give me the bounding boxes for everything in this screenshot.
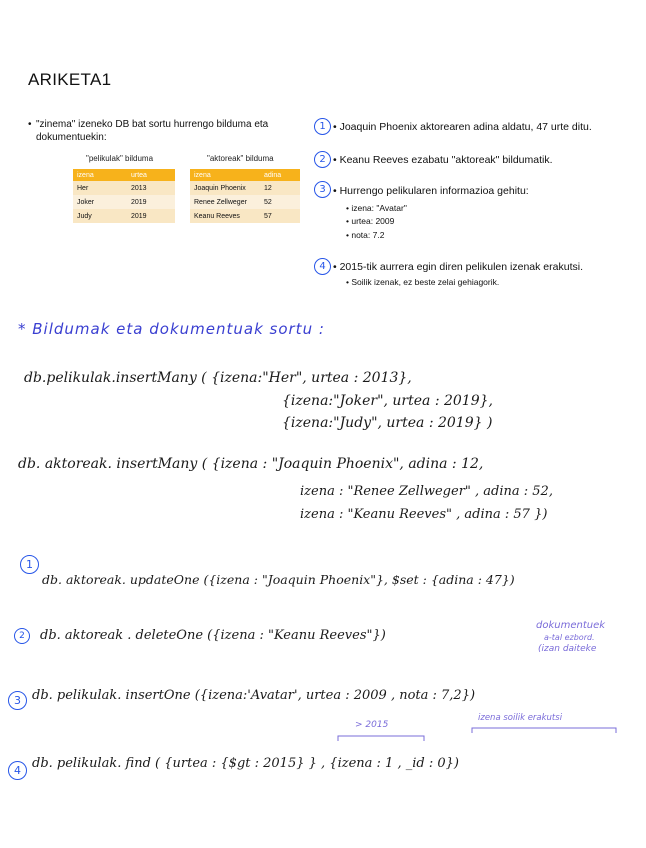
answer-number-3: 3 xyxy=(8,691,27,710)
table-header-row xyxy=(190,169,300,181)
task-3-text: • Hurrengo pelikularen informazioa gehitu: xyxy=(333,185,529,197)
annotation-bracket-izena xyxy=(470,726,620,734)
insert-pelikulak-line-2: {izena:"Joker", urtea : 2019}, xyxy=(282,393,493,409)
task-text: Keanu Reeves ezabatu "aktoreak" bildumatik. xyxy=(339,154,553,166)
table-cell: 57 xyxy=(260,209,300,223)
table-cell: 52 xyxy=(260,195,300,209)
table-row xyxy=(190,181,300,195)
notes-heading: * Bildumak eta dokumentuak sortu : xyxy=(18,320,325,338)
sub-text: urtea: 2009 xyxy=(351,216,395,226)
table-row xyxy=(73,181,175,195)
table-cell: Keanu Reeves xyxy=(190,209,260,223)
task-text: Hurrengo pelikularen informazioa gehitu: xyxy=(339,185,529,197)
table-row xyxy=(73,209,175,223)
sub-text: izena: "Avatar" xyxy=(351,203,407,213)
task-3-sub-1: • izena: "Avatar" xyxy=(346,203,407,213)
annotation-bracket-gt xyxy=(336,734,428,742)
answer-2-note-line-3: (izan daiteke xyxy=(538,644,597,654)
column-header: izena xyxy=(73,169,127,181)
table-cell: 2019 xyxy=(127,195,175,209)
insert-aktoreak-line-1: db. aktoreak. insertMany ( {izena : "Joaquin Phoenix", adina : 12, xyxy=(18,456,484,472)
table-row xyxy=(190,209,300,223)
table-row xyxy=(190,195,300,209)
insert-aktoreak-line-3: izena : "Keanu Reeves" , adina : 57 }) xyxy=(300,507,548,522)
task-number-3: 3 xyxy=(314,181,331,198)
table-cell: Renee Zellweger xyxy=(190,195,260,209)
table-cell: Joaquin Phoenix xyxy=(190,181,260,195)
intro-text: "zinema" izeneko DB bat sortu hurrengo bilduma eta dokumentuekin: xyxy=(36,119,269,143)
sub-text: nota: 7.2 xyxy=(351,230,385,240)
answer-number-1: 1 xyxy=(20,555,39,574)
column-header: izena xyxy=(190,169,260,181)
column-header: urtea xyxy=(127,169,175,181)
table-cell: Judy xyxy=(73,209,127,223)
table-cell: Joker xyxy=(73,195,127,209)
table-cell: Her xyxy=(73,181,127,195)
page-title: ARIKETA1 xyxy=(28,70,112,89)
answer-4: db. pelikulak. find ( {urtea : {$gt : 2015} } , {izena : 1 , _id : 0}) xyxy=(32,756,459,771)
aktoreak-table xyxy=(190,169,300,223)
task-2-text: • Keanu Reeves ezabatu "aktoreak" bildumatik. xyxy=(333,154,553,166)
task-4-text: • 2015-tik aurrera egin diren pelikulen izenak erakutsi. xyxy=(333,261,583,273)
pelikulak-table xyxy=(73,169,175,223)
insert-pelikulak-line-3: {izena:"Judy", urtea : 2019} ) xyxy=(282,415,493,431)
intro-paragraph xyxy=(28,118,308,144)
task-text: Joaquin Phoenix aktorearen adina aldatu, 47 urte ditu. xyxy=(339,121,592,133)
answer-3: db. pelikulak. insertOne ({izena:'Avatar', urtea : 2009 , nota : 7,2}) xyxy=(32,688,476,703)
answer-2-note-line-2: a-tal ezbord. xyxy=(544,633,595,642)
answer-2-note-line-1: dokumentuek xyxy=(536,620,606,631)
table-header-row xyxy=(73,169,175,181)
sub-text: Soilik izenak, ez beste zelai gehiagorik. xyxy=(351,277,500,287)
task-text: 2015-tik aurrera egin diren pelikulen izenak erakutsi. xyxy=(339,261,583,273)
answer-number-4: 4 xyxy=(8,761,27,780)
aktoreak-caption: "aktoreak" bilduma xyxy=(207,154,274,163)
bullet-icon: • xyxy=(28,119,32,130)
answer-4-annotation-izena: izena soilik erakutsi xyxy=(478,713,563,723)
answer-2: db. aktoreak . deleteOne ({izena : "Keanu Reeves"}) xyxy=(40,628,386,643)
insert-aktoreak-line-2: izena : "Renee Zellweger" , adina : 52, xyxy=(300,484,553,499)
table-row xyxy=(73,195,175,209)
answer-1: db. aktoreak. updateOne ({izena : "Joaquin Phoenix"}, $set : {adina : 47}) xyxy=(42,572,515,587)
task-number-4: 4 xyxy=(314,258,331,275)
column-header: adina xyxy=(260,169,300,181)
task-3-sub-3: • nota: 7.2 xyxy=(346,230,385,240)
answer-number-2: 2 xyxy=(14,628,30,644)
pelikulak-caption: "pelikulak" bilduma xyxy=(86,154,154,163)
task-4-sub-1: • Soilik izenak, ez beste zelai gehiagorik. xyxy=(346,277,500,287)
answer-4-annotation-gt: > 2015 xyxy=(355,720,389,730)
table-cell: 2013 xyxy=(127,181,175,195)
table-cell: 12 xyxy=(260,181,300,195)
insert-pelikulak-line-1: db.pelikulak.insertMany ( {izena:"Her", urtea : 2013}, xyxy=(24,370,412,386)
task-1-text: • Joaquin Phoenix aktorearen adina aldatu, 47 urte ditu. xyxy=(333,121,592,133)
task-number-2: 2 xyxy=(314,151,331,168)
task-3-sub-2: • urtea: 2009 xyxy=(346,216,395,226)
table-cell: 2019 xyxy=(127,209,175,223)
task-number-1: 1 xyxy=(314,118,331,135)
